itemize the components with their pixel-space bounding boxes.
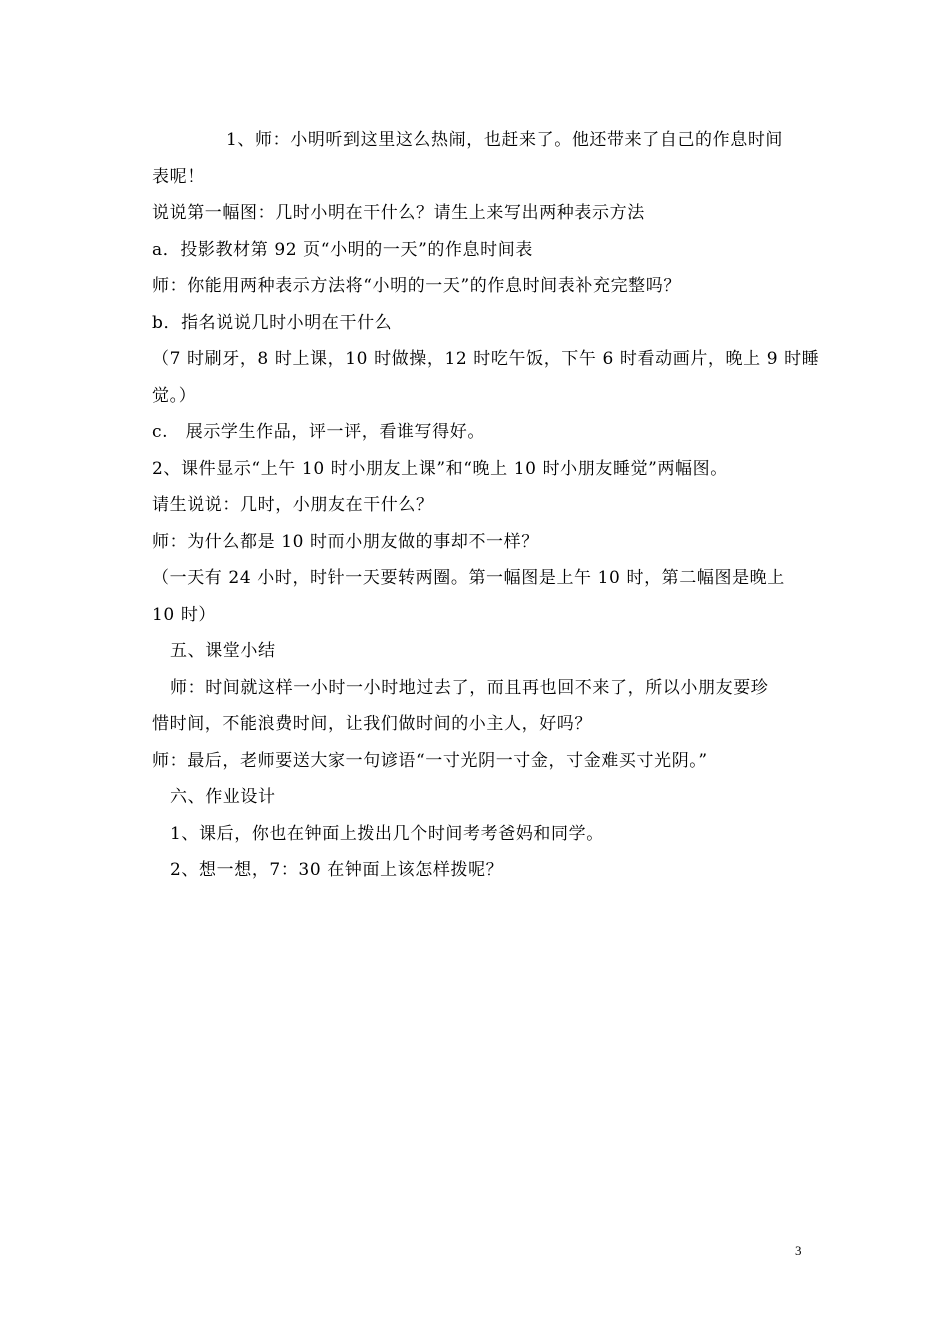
- page-number: 3: [795, 1243, 802, 1258]
- paragraph-line: 师：最后，老师要送大家一句谚语“一寸光阴一寸金，寸金难买寸光阴。”: [152, 750, 708, 771]
- paragraph-line: 2、课件显示“上午 10 时小朋友上课”和“晚上 10 时小朋友睡觉”两幅图。: [152, 458, 728, 479]
- paragraph-line: 师：你能用两种表示方法将“小明的一天”的作息时间表补充完整吗？: [152, 276, 681, 296]
- paragraph-line: 请生说说：几时，小朋友在干什么？: [152, 495, 434, 515]
- paragraph-line: a．投影教材第 92 页“小明的一天”的作息时间表: [152, 239, 533, 260]
- section-heading: 五、课堂小结: [170, 641, 276, 661]
- section-heading: 六、作业设计: [170, 787, 276, 807]
- paragraph-line: 觉。）: [152, 385, 197, 406]
- paragraph-line: 1、师：小明听到这里这么热闹，也赶来了。他还带来了自己的作息时间: [226, 130, 784, 150]
- paragraph-line: （一天有 24 小时，时针一天要转两圈。第一幅图是上午 10 时，第二幅图是晚上: [152, 568, 785, 588]
- paragraph-line: 说说第一幅图：几时小明在干什么？请生上来写出两种表示方法: [152, 203, 645, 223]
- paragraph-line: 表呢！: [152, 166, 205, 187]
- paragraph-line: c. 展示学生作品，评一评，看谁写得好。: [152, 422, 485, 442]
- paragraph-line: 师：为什么都是 10 时而小朋友做的事却不一样？: [152, 531, 539, 552]
- paragraph-line: 10 时）: [152, 604, 217, 625]
- paragraph-line: 1、课后，你也在钟面上拨出几个时间考考爸妈和同学。: [170, 823, 604, 844]
- paragraph-line: 惜时间，不能浪费时间，让我们做时间的小主人，好吗？: [152, 714, 592, 734]
- document-body: [152, 122, 820, 889]
- paragraph-line: 师：时间就这样一小时一小时地过去了，而且再也回不来了，所以小朋友要珍: [170, 677, 769, 698]
- paragraph-line: （7 时刷牙，8 时上课，10 时做操，12 时吃午饭，下午 6 时看动画片，晚上 9 时睡: [152, 349, 820, 369]
- paragraph-line: b．指名说说几时小明在干什么: [152, 312, 393, 333]
- paragraph-line: 2、想一想，7：30 在钟面上该怎样拨呢？: [170, 860, 504, 880]
